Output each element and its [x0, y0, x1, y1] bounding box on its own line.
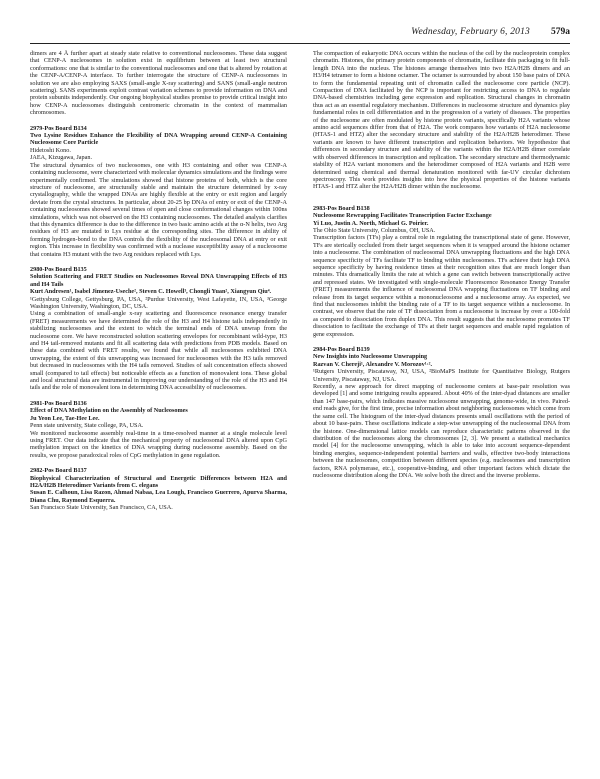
abstract-affiliation: ¹Rutgers University, Piscataway, NJ, USA, ²BioMaPS Institute for Quantitative Biology, Rutgers University, Piscataway, NJ, USA.: [313, 368, 570, 383]
abstract-2980: [30, 266, 287, 392]
abstract-title: Two Lysine Residues Enhance the Flexibility of DNA Wrapping around CENP-A Containing Nucleosome Core Particle: [30, 132, 287, 147]
abstract-number: 2979-Pos Board B134: [30, 124, 87, 132]
right-column: [313, 50, 570, 768]
abstract-title: Solution Scattering and FRET Studies on Nucleosomes Reveal DNA Unwrapping Effects of H3 and H4 Tails: [30, 273, 287, 288]
abstract-number: 2980-Pos Board B135: [30, 265, 87, 273]
continued-abstract: [30, 50, 287, 117]
abstract-2979: [30, 125, 287, 258]
abstract-number: 2983-Pos Board B138: [313, 204, 370, 212]
abstract-affiliation: ¹Gettysburg College, Gettysburg, PA, USA, ²Purdue University, West Lafayette, IN, USA, ³George Washington University, Washington, DC, USA.: [30, 295, 287, 310]
abstract-title: New Insights into Nucleosome Unwrapping: [313, 353, 428, 361]
abstract-affiliation: The Ohio State University, Columbus, OH, USA.: [313, 226, 436, 234]
abstract-affiliation: Penn state university, State college, PA, USA.: [30, 422, 144, 430]
header-rule: [30, 43, 570, 44]
abstract-authors: Ju Yeon Lee, Tae-Hee Lee.: [30, 414, 100, 422]
abstract-title: Biophysical Characterization of Structural and Energetic Differences between H2A and H2A/H2B Heterodimer Variants from C. elegans: [30, 474, 287, 489]
abstract-number: 2982-Pos Board B137: [30, 467, 87, 475]
abstract-body: Using a combination of small-angle x-ray scattering and fluorescence resonance energy transfer (FRET) measurements we have determined the role of the H3 and H4 histone tails independently in stabilizing nucleosomes and the extent to which the terminal ends of DNA unwrap from the nucleosome core. We have reconstructed solution scattering envelopes for recombinant wild-type, H3 and H4 tail-removed mutants and fit all scattering data with predictions from PDB models. Based on these data combined with FRET results, we found that while all nucleosomes exhibited DNA unwrapping, the extent of this unwrapping was increased for nucleosomes with the H3 tails removed but decreased in nucleosomes with the H4 tails removed. Studies of salt concentration effects showed small (compared to tail effects) but noticeable effects as a function of monovalent ions. These global and local structural data are instrumental in improving our understanding of the role of the H3 and H4 tails and the role of monovalent ions in determining DNA accessibility of nucleosomes.: [30, 310, 287, 392]
abstract-body: The compaction of eukaryotic DNA occurs within the nucleus of the cell by the nucleoprotein complex chromatin. Histones, the primary protein components of chromatin, facilitate this packaging to fit full-length DNA into the nucleus. The histones arrange themselves into two H2A/H2B dimers and an H3/H4 tetramer to form a histone octamer. The octamer is surrounded by about 150 base pairs of DNA to form the fundamental repeating unit of chromatin called the nucleosome core particle (NCP). Compaction of DNA facilitated by the NCP is important for restricting access to DNA to regulate DNA-based chemistries including gene expression and replication. Structural changes in chromatin thus act as an essential regulatory mechanism. Differences in nucleosome structure and dynamics play fundamental roles in cell differentiation and in the progression of a variety of diseases. The properties of the nucleosome are often modulated by histone protein variants, specifically H2A variants whose amino acid sequences differ from that of H2A. The work compares how variants of H2A nucleosome (HTAS-1 and HTZ) alter the secondary structure and stability of the H2A/H2B heterodimer. These variants are known to have different transcription and replication behaviors. We hypothesize that differences in secondary structure and stability of the variants within the H2A/H2B dimer correlate with observed differences in transcription and replication. The secondary structure and thermodynamic stability of H2A variant monomers and the heterodimer composed of H2A variants and H2B were determined using chemical and thermal denaturation monitored with far-UV circular dichroism spectroscopy. This work provides insights into how the physical properties of the histone variants HTAS-1 and HTZ alter the H2A/H2B dimer within the nucleosome.: [313, 50, 570, 191]
abstract-title: Effect of DNA Methylation on the Assembly of Nucleosomes: [30, 407, 188, 415]
abstract-number: 2984-Pos Board B139: [313, 346, 370, 354]
abstract-body: Recently, a new approach for direct mapping of nucleosome centers at base-pair resolution was developed [1] and some intriguing results appeared. About 40% of the inter-dyad distances are smaller than 147 base-pairs, which indicates massive nucleosome unwrapping, genome-wide, in vivo. Paired-end reads give, for the first time, precise information about neighboring nucleosomes which come from the same cell. The histogram of the inter-dyad distances presents small oscillations with the period of about 10 base-pairs. These oscillations indicate a step-wise unwrapping of the nucleosomal DNA from the histone. One-dimensional lattice models can reproduce characteristic patterns observed in the distribution of the nucleosomes along the chromosomes [2, 3]. We present a statistical mechanics model [4] for the nucleosome unwrapping, which is able to take into account sequence-dependent binding energies, sequence-independent potential barriers and walls, effective two-body interactions between the nucleosomes, competition between different species (e.g. nucleosomes and transcription factors, RNA polymerase, etc.), cooperative-binding, and other important factors which dictate the nucleosome distribution along the DNA. We solve both the direct and the inverse problems.: [313, 383, 570, 479]
continued-abstract: [313, 50, 570, 191]
abstract-affiliation: San Francisco State University, San Francisco, CA, USA.: [30, 504, 173, 512]
abstract-2983: [313, 205, 570, 338]
abstract-2982: [30, 467, 287, 511]
abstract-body: dimers are 4 Å further apart at steady state relative to conventional nucleosomes. These data suggest that CENP-A nucleosomes in solution exist in equilibrium between at least two structural conformations: one that is similar to the conventional nucleosomes and one that is altered by rotation at the CENP-A/CENP-A interface. To further interrogate the structure of CENP-A nucleosomes in solution we are also employing SAXS (small-angle X-ray scattering) and SANS (small-angle neutron scattering). SANS experiments exploit contrast variation schemes to provide information on DNA and protein subunits independently. Our ongoing biophysical studies promise to provide critical insight into how CENP-A nucleosomes distinguish centromeric chromatin in the context of mammalian chromosomes.: [30, 50, 287, 117]
left-column: [30, 50, 287, 768]
abstract-number: 2981-Pos Board B136: [30, 399, 87, 407]
abstract-body: Transcription factors (TFs) play a central role in regulating the transcriptional state of gene. However, TFs are sterically occluded from their target sequences when it is wrapped around the histone octamer into a nucleosome. The combination of nucleosomal DNA unwrapping fluctuations and the high DNA sequence specificity of TFs facilitate TF to binding within nucleosomes. TFs achieve their high DNA sequence specificity by having residence times at their recognition sites that are much longer than minutes. This dramatically limits the rate at which a gene can switch between transcriptionally active and repressed states. We investigated with single-molecule Fluorescence Resonance Energy Transfer (FRET) measurements the influence of nucleosomal DNA wrapping fluctuations on TF binding and release from its target sequence within a mononucleosome and a nucleosome array. As expected, we find that nucleosomes inhibit the binding rate of a TF to its target sequence within a nucleosome. In contrast, we observe that the rate of TF dissociation from a nucleosome is increase by over a 100-fold as compared to dissociation from duplex DNA. This result suggests that the nucleosome promotes TF dissociation to facilitate the exchange of TFs at their target sequences and enable rapid regulation of gene expression.: [313, 234, 570, 338]
header-date: Wednesday, February 6, 2013: [411, 27, 530, 37]
abstract-2981: [30, 400, 287, 459]
abstract-authors: Hidetoshi Kono.: [30, 146, 71, 154]
abstract-title: Nucleosome Rewrapping Facilitates Transcription Factor Exchange: [313, 212, 492, 220]
page-header: [30, 27, 570, 41]
abstract-authors: Razvan V. Chereji¹, Alexandre V. Morozov¹·².: [313, 360, 433, 368]
abstract-affiliation: JAEA, Kizugawa, Japan.: [30, 154, 93, 162]
abstract-authors: Yi Luo, Justin A. North, Michael G. Poirier.: [313, 219, 429, 227]
abstract-authors: Susan E. Calhoun, Lisa Razon, Ahmad Nabaa, Lea Lough, Francisco Guerrero, Apurva Sharma, Diana Chu, Raymond Esquerra.: [30, 489, 287, 504]
abstract-2984: [313, 346, 570, 479]
abstract-authors: Kurt Andresen¹, Isabel Jimenez-Useche², Steven C. Howell³, Chongli Yuan², Xiangyun Qiu⁴.: [30, 288, 272, 296]
abstract-body: The structural dynamics of two nucleosomes, one with H3 containing and other was CENP-A containing nucleosome, were characterized with molecular dynamics simulations and the findings were experimentally confirmed. The simulations showed that histone proteins of both, which is the core structure of nucleosome, are structurally stable and maintain the structure determined by x-ray crystallography, while the wrapped DNAs are highly flexible at the entry or exit region and largely deviate from the crystal structures. In particular, about 20-25 bp DNAs of entry or exit of the CENP-A containing nucleosomes showed several times of open and close conformational changes within 100ns simulations, which was not observed on the H3 containing nucleosomes. The detailed analysis clarifies that this dynamics difference is due to the difference in two basic amino acids at the α-N helix, two Arg residues of H3 are mutated to Lys residue at the corresponding sites. The difference in ability of forming hydrogen-bond to the DNA controls the flexibility of the nucleosomal DNA at entry or exit region. This increase in flexibility was confirmed with a nuclease susceptibility assay of a nucleosome that contains H3 mutant with the two Arg residues replaced with Lys.: [30, 161, 287, 258]
abstract-body: We monitored nucleosome assembly real-time in a time-resolved manner at a single molecule level using FRET. Our data indicate that the mechanical property of nucleosomal DNA altered upon CpG methylation impact on the kinetics of DNA wrapping during nucleosome assembly. Based on the results, we propose paradoxical roles of CpG methylation in gene regulation.: [30, 429, 287, 459]
page-number: 579a: [551, 27, 570, 37]
